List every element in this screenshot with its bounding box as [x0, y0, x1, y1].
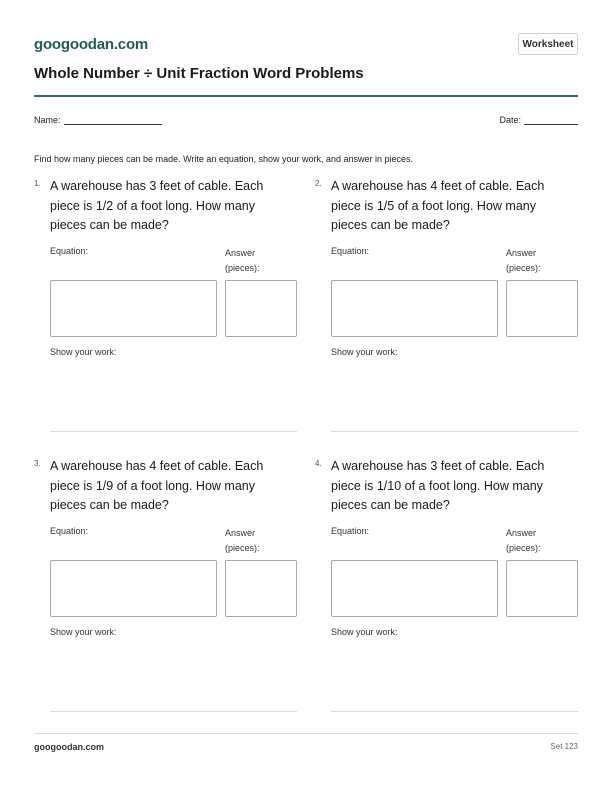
worksheet-badge: Worksheet [518, 33, 578, 55]
date-field [499, 115, 578, 125]
answer-box[interactable] [225, 560, 297, 617]
work-area-divider [50, 431, 297, 432]
answer-label [225, 526, 260, 556]
problem-text: A warehouse has 3 feet of cable. Each piece is 1/10 of a foot long. How many pieces can be made? [331, 459, 545, 512]
answer-box[interactable] [506, 560, 578, 617]
equation-box[interactable] [331, 560, 498, 617]
name-input-line[interactable] [64, 115, 162, 125]
answer-box[interactable] [225, 280, 297, 337]
equation-label: Equation: [331, 526, 370, 536]
answer-label [225, 246, 260, 276]
problem-4 [315, 457, 579, 637]
name-field [34, 115, 162, 125]
answer-label-line1: Answer [225, 248, 256, 258]
instructions: Find how many pieces can be made. Write an equation, show your work, and answer in pieces. [34, 154, 414, 164]
equation-label: Equation: [331, 246, 370, 256]
answer-label-line1: Answer [506, 248, 537, 258]
work-label: Show your work: [50, 627, 117, 637]
work-area-divider [331, 711, 578, 712]
footer-set-number: Set 123 [550, 742, 578, 751]
work-area-divider [50, 711, 297, 712]
problem-number: 1. [34, 179, 41, 188]
equation-box[interactable] [331, 280, 498, 337]
answer-label-line2: (pieces): [506, 543, 541, 553]
problem-3 [34, 457, 298, 637]
problem-text: A warehouse has 4 feet of cable. Each piece is 1/5 of a foot long. How many pieces can be made? [331, 179, 545, 232]
footer-site: googoodan.com [34, 742, 104, 752]
equation-label: Equation: [50, 246, 89, 256]
date-input-line[interactable] [524, 115, 578, 125]
date-label: Date: [499, 115, 521, 125]
answer-label-line2: (pieces): [225, 543, 260, 553]
equation-box[interactable] [50, 280, 217, 337]
work-area-divider [331, 431, 578, 432]
answer-label [506, 246, 541, 276]
work-label: Show your work: [50, 347, 117, 357]
answer-label [506, 526, 541, 556]
equation-box[interactable] [50, 560, 217, 617]
work-label: Show your work: [331, 627, 398, 637]
problem-1 [34, 177, 298, 357]
problem-number: 4. [315, 459, 322, 468]
equation-label: Equation: [50, 526, 89, 536]
problem-number: 3. [34, 459, 41, 468]
brand-logo: googoodan.com [34, 36, 149, 53]
answer-box[interactable] [506, 280, 578, 337]
problem-2 [315, 177, 579, 357]
name-label: Name: [34, 115, 61, 125]
problem-text: A warehouse has 3 feet of cable. Each piece is 1/2 of a foot long. How many pieces can be made? [50, 179, 264, 232]
answer-label-line2: (pieces): [225, 263, 260, 273]
page-title: Whole Number ÷ Unit Fraction Word Problems [34, 65, 364, 82]
answer-label-line1: Answer [506, 528, 537, 538]
header-divider [34, 95, 578, 97]
answer-label-line1: Answer [225, 528, 256, 538]
work-label: Show your work: [331, 347, 398, 357]
problem-number: 2. [315, 179, 322, 188]
footer-divider [34, 733, 578, 734]
answer-label-line2: (pieces): [506, 263, 541, 273]
problem-text: A warehouse has 4 feet of cable. Each piece is 1/9 of a foot long. How many pieces can be made? [50, 459, 264, 512]
